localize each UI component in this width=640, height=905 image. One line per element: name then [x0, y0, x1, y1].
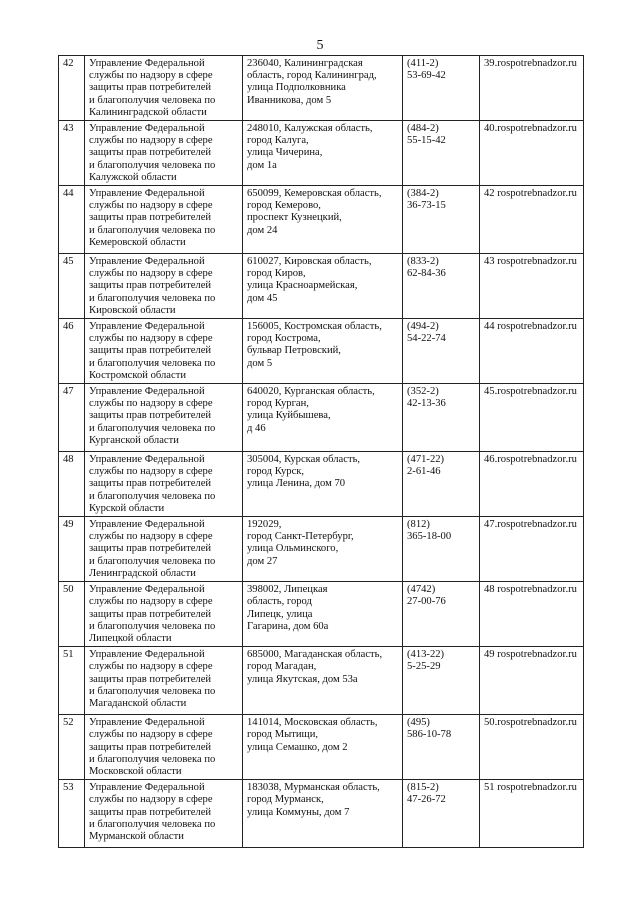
agency-website: 46.rospotrebnadzor.ru [480, 452, 584, 517]
agency-website: 48 rospotrebnadzor.ru [480, 582, 584, 647]
row-number: 42 [59, 56, 85, 121]
agency-website: 43 rospotrebnadzor.ru [480, 254, 584, 319]
agency-name: Управление Федеральной службы по надзору в сфере защиты прав потребителей и благополучия человека по Костромской области [85, 319, 243, 384]
agency-address: 183038, Мурманская область, город Мурманск, улица Коммуны, дом 7 [243, 780, 403, 848]
table-row [59, 186, 584, 254]
table-row [59, 254, 584, 319]
row-number: 43 [59, 121, 85, 186]
agency-address: 610027, Кировская область, город Киров, улица Красноармейская, дом 45 [243, 254, 403, 319]
agency-name: Управление Федеральной службы по надзору в сфере защиты прав потребителей и благополучия человека по Кировской области [85, 254, 243, 319]
row-number: 53 [59, 780, 85, 848]
table-row [59, 582, 584, 647]
agency-phone: (812) 365-18-00 [403, 517, 480, 582]
row-number: 51 [59, 647, 85, 715]
agency-phone: (411-2) 53-69-42 [403, 56, 480, 121]
agency-phone: (413-22) 5-25-29 [403, 647, 480, 715]
agency-name: Управление Федеральной службы по надзору в сфере защиты прав потребителей и благополучия человека по Калининградской области [85, 56, 243, 121]
agency-website: 40.rospotrebnadzor.ru [480, 121, 584, 186]
agency-website: 42 rospotrebnadzor.ru [480, 186, 584, 254]
agency-website: 44 rospotrebnadzor.ru [480, 319, 584, 384]
agency-address: 685000, Магаданская область, город Магадан, улица Якутская, дом 53а [243, 647, 403, 715]
agency-address: 141014, Московская область, город Мытищи, улица Семашко, дом 2 [243, 715, 403, 780]
page-number: 5 [316, 38, 324, 53]
agency-address: 248010, Калужская область, город Калуга, улица Чичерина, дом 1а [243, 121, 403, 186]
table-row [59, 780, 584, 848]
agency-phone: (833-2) 62-84-36 [403, 254, 480, 319]
agency-address: 640020, Курганская область, город Курган, улица Куйбышева, д 46 [243, 384, 403, 452]
agency-address: 156005, Костромская область, город Кострома, бульвар Петровский, дом 5 [243, 319, 403, 384]
agency-phone: (471-22) 2-61-46 [403, 452, 480, 517]
agency-phone: (352-2) 42-13-36 [403, 384, 480, 452]
row-number: 45 [59, 254, 85, 319]
agency-address: 192029, город Санкт-Петербург, улица Ольминского, дом 27 [243, 517, 403, 582]
row-number: 44 [59, 186, 85, 254]
agency-name: Управление Федеральной службы по надзору в сфере защиты прав потребителей и благополучия человека по Московской области [85, 715, 243, 780]
table-row [59, 319, 584, 384]
agency-phone: (495) 586-10-78 [403, 715, 480, 780]
agency-address: 398002, Липецкая область, город Липецк, улица Гагарина, дом 60а [243, 582, 403, 647]
agency-name: Управление Федеральной службы по надзору в сфере защиты прав потребителей и благополучия человека по Ленинградской области [85, 517, 243, 582]
agency-website: 47.rospotrebnadzor.ru [480, 517, 584, 582]
agency-address: 650099, Кемеровская область, город Кемерово, проспект Кузнецкий, дом 24 [243, 186, 403, 254]
row-number: 48 [59, 452, 85, 517]
agency-website: 49 rospotrebnadzor.ru [480, 647, 584, 715]
row-number: 52 [59, 715, 85, 780]
table-row [59, 121, 584, 186]
table-row [59, 56, 584, 121]
agency-website: 50.rospotrebnadzor.ru [480, 715, 584, 780]
agency-name: Управление Федеральной службы по надзору в сфере защиты прав потребителей и благополучия человека по Магаданской области [85, 647, 243, 715]
row-number: 50 [59, 582, 85, 647]
row-number: 49 [59, 517, 85, 582]
agency-name: Управление Федеральной службы по надзору в сфере защиты прав потребителей и благополучия человека по Калужской области [85, 121, 243, 186]
agency-name: Управление Федеральной службы по надзору в сфере защиты прав потребителей и благополучия человека по Мурманской области [85, 780, 243, 848]
agency-phone: (4742) 27-00-76 [403, 582, 480, 647]
row-number: 47 [59, 384, 85, 452]
table-row [59, 452, 584, 517]
agency-name: Управление Федеральной службы по надзору в сфере защиты прав потребителей и благополучия человека по Курганской области [85, 384, 243, 452]
table-row [59, 384, 584, 452]
agency-phone: (815-2) 47-26-72 [403, 780, 480, 848]
table-row [59, 715, 584, 780]
agency-website: 51 rospotrebnadzor.ru [480, 780, 584, 848]
table-row [59, 647, 584, 715]
row-number: 46 [59, 319, 85, 384]
agency-name: Управление Федеральной службы по надзору в сфере защиты прав потребителей и благополучия человека по Липецкой области [85, 582, 243, 647]
table-row [59, 517, 584, 582]
agency-phone: (484-2) 55-15-42 [403, 121, 480, 186]
agency-name: Управление Федеральной службы по надзору в сфере защиты прав потребителей и благополучия человека по Курской области [85, 452, 243, 517]
agency-website: 45.rospotrebnadzor.ru [480, 384, 584, 452]
agency-address: 236040, Калининградская область, город Калининград, улица Подполковника Иванникова, дом 5 [243, 56, 403, 121]
agency-website: 39.rospotrebnadzor.ru [480, 56, 584, 121]
agency-address: 305004, Курская область, город Курск, улица Ленина, дом 70 [243, 452, 403, 517]
agency-phone: (384-2) 36-73-15 [403, 186, 480, 254]
agency-phone: (494-2) 54-22-74 [403, 319, 480, 384]
registry-table [58, 55, 584, 848]
agency-name: Управление Федеральной службы по надзору в сфере защиты прав потребителей и благополучия человека по Кемеровской области [85, 186, 243, 254]
